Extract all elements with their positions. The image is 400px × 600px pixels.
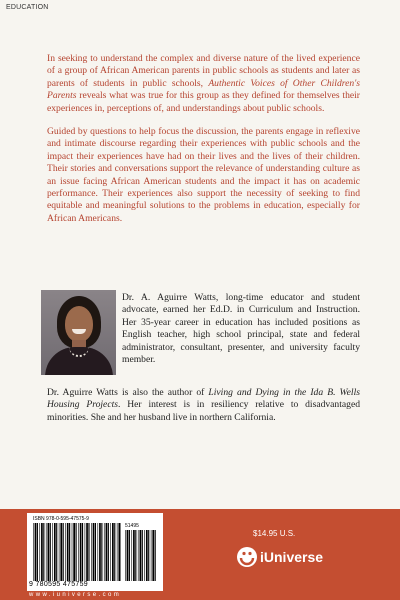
barcode xyxy=(27,513,163,591)
iuniverse-logo-icon xyxy=(236,546,258,568)
blurb-p1-text-a: In seeking to understand the complex and diverse nature of the lived experience of a group of African American parents in public schools as students and later as parents of students in public schools, xyxy=(47,53,360,89)
book-title: Authentic Voices of Other Children's Parents xyxy=(47,77,360,102)
bio2-text-b: . Her interest is in resiliency relative to disadvantaged minorities. She and her husband live in northern California. xyxy=(47,399,361,423)
bio2-text-a: Dr. Aguirre Watts is also the author of xyxy=(47,387,205,398)
author-bio-continued xyxy=(47,387,360,424)
blurb-p1-text-b: reveals what was true for this group as they defined for themselves their experiences in, perceptions of, and understandings about public schools. xyxy=(47,90,360,114)
category-label: EDUCATION xyxy=(6,4,49,11)
blurb-paragraph-2: Guided by questions to help focus the discussion, the parents engage in reflexive and intimate discourse regarding their experiences with public schools and the impact their experiences have had on their lives and the lives of their children. Their stories and conversations support the relevance of understanding culture as an issue facing African American students and the impact it has on academic performance. Their experiences also support the necessity of seeking to find equitable and meaningful solutions to the problems in education, especially for African Americans. xyxy=(47,126,360,224)
publisher-name: iUniverse xyxy=(260,549,324,565)
back-cover-blurb xyxy=(47,53,360,236)
price-code: 51495 xyxy=(125,523,139,529)
author-bio: Dr. A. Aguirre Watts, long-time educator and student advocate, earned her Ed.D. in Curriculum and Instruction. Her 35-year career in education has included positions as English teacher, high school principal, state and federal administrator, consultant, presenter, and university faculty member. xyxy=(122,292,360,366)
publisher-website: www.iuniverse.com xyxy=(29,592,122,598)
other-book-title: Living and Dying in the Ida B. Wells Housing Projects xyxy=(47,387,360,411)
price: $14.95 U.S. xyxy=(253,529,296,538)
author-photo xyxy=(41,290,116,375)
barcode-bars xyxy=(33,523,121,581)
blurb-paragraph-1 xyxy=(47,53,360,115)
isbn-label: ISBN 978-0-595-47575-9 xyxy=(33,516,89,522)
barcode-digits: 9 780595 475759 xyxy=(29,581,88,588)
barcode-addon-bars xyxy=(125,530,157,581)
